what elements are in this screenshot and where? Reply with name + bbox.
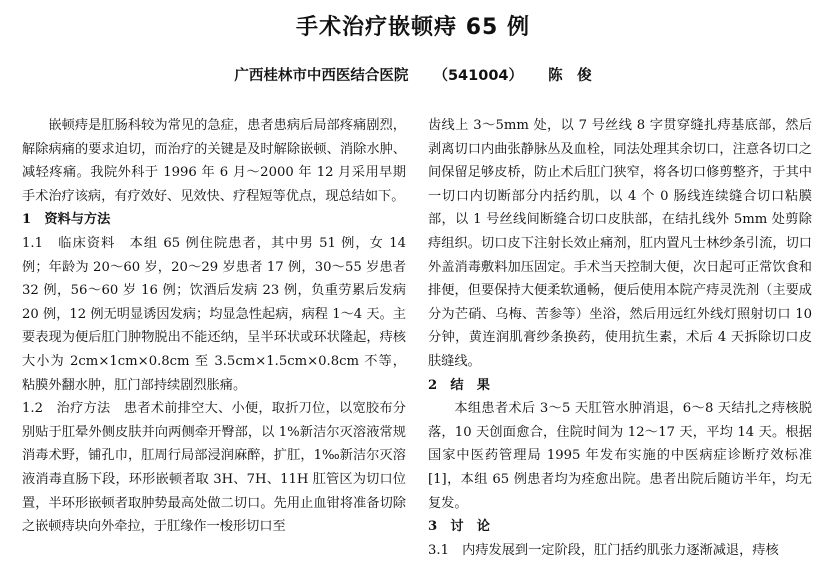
results-paragraph: 本组患者术后 3～5 天肛管水肿消退，6～8 天结扎之痔核脱落，10 天创面愈合，住院时间为 12～17 天，平均 14 天。根据国家中医药管理局 1995 年发布实施的中医病症诊断疗效标准[1]，本组 65 例患者均为痊愈出院。患者出院后随访半年，均无复发。 — [428, 401, 812, 511]
intro-paragraph: 嵌顿痔是肛肠科较为常见的急症，患者患病后局部疼痛剧烈，解除病痛的要求迫切，而治疗的关键是及时解除嵌顿、消除水肿、减轻疼痛。我院外科于 1996 年 6 月～2000 年 12 月采用早期手术治疗该病，有疗效好、见效快、疗程短等优点，现总结如下。 — [22, 118, 406, 204]
author-postcode: （541004） — [433, 68, 524, 84]
article-title: 手术治疗嵌顿痔 65 例 — [296, 15, 530, 40]
section-heading-methods: 1 资料与方法 — [22, 212, 111, 228]
treatment-method-continued: 齿线上 3～5mm 处，以 7 号丝线 8 字贯穿缝扎痔基底部，然后剥离切口内曲张静脉丛及血栓，同法处理其余切口，注意各切口之间保留足够皮桥，防止术后肛门狭窄，将各切口修剪整齐，于其中一切口内切断部分内括约肌，以 4 个 0 肠线连续缝合切口粘膜部，以 1 号丝线间断缝合切口皮肤部，在结扎线外 5mm 处剪除痔组织。切口皮下注射长效止痛剂，肛内置凡士林纱条引流，切口外盖消毒敷料加压固定。手术当天控制大便，次日起可正常饮食和排便，但要保持大便柔软通畅，便后使用本院产痔灵洗剂（主要成分为芒硝、乌梅、苦参等）坐浴，然后用远红外线灯照射切口 10 分钟，黄连润肌膏纱条换药，使用抗生素，术后 4 天拆除切口皮肤缝线。 — [428, 118, 812, 369]
section-heading-results: 2 结 果 — [428, 377, 490, 393]
section-heading-discussion: 3 讨 论 — [428, 519, 490, 535]
treatment-method-paragraph: 1.2 治疗方法 患者术前排空大、小便，取折刀位，以宽胶布分别贴于肛晕外侧皮肤并向两侧牵开臀部，以 1%新洁尔灭溶液常规消毒术野，铺孔巾，肛周行局部浸润麻醉，扩肛，1‰新洁尔灭溶液消毒直肠下段，环形嵌顿者取 3H、7H、11H 肛管区为切口位置，半环形嵌顿者取肿势最高处做二切口。先用止血钳将准备切除之嵌顿痔块向外牵拉，于肛缘作一梭形切口至 — [22, 401, 406, 535]
author-line — [0, 64, 826, 85]
left-column — [22, 114, 406, 539]
discussion-paragraph: 3.1 内痔发展到一定阶段，肛门括约肌张力逐渐减退，痔核 — [428, 542, 779, 558]
author-name: 陈 俊 — [548, 68, 592, 84]
right-column — [428, 114, 812, 562]
author-affiliation: 广西桂林市中西医结合医院 — [234, 68, 409, 84]
clinical-data-paragraph: 1.1 临床资料 本组 65 例住院患者，其中男 51 例，女 14 例；年龄为 20～60 岁，20～29 岁患者 17 例，30～55 岁患者 32 例，56～60 岁 16 例；饮酒后发病 23 例，负重劳累后发病 20 例，12 例无明显诱因发病；均显急性起病，病程 1～4 天。主要表现为便后肛门肿物脱出不能还纳，呈半环状或环状隆起，痔核大小为 2cm×1cm×0.8cm 至 3.5cm×1.5cm×0.8cm 不等，粘膜外翻水肿，肛门部持续剧烈胀痛。 — [22, 235, 406, 393]
